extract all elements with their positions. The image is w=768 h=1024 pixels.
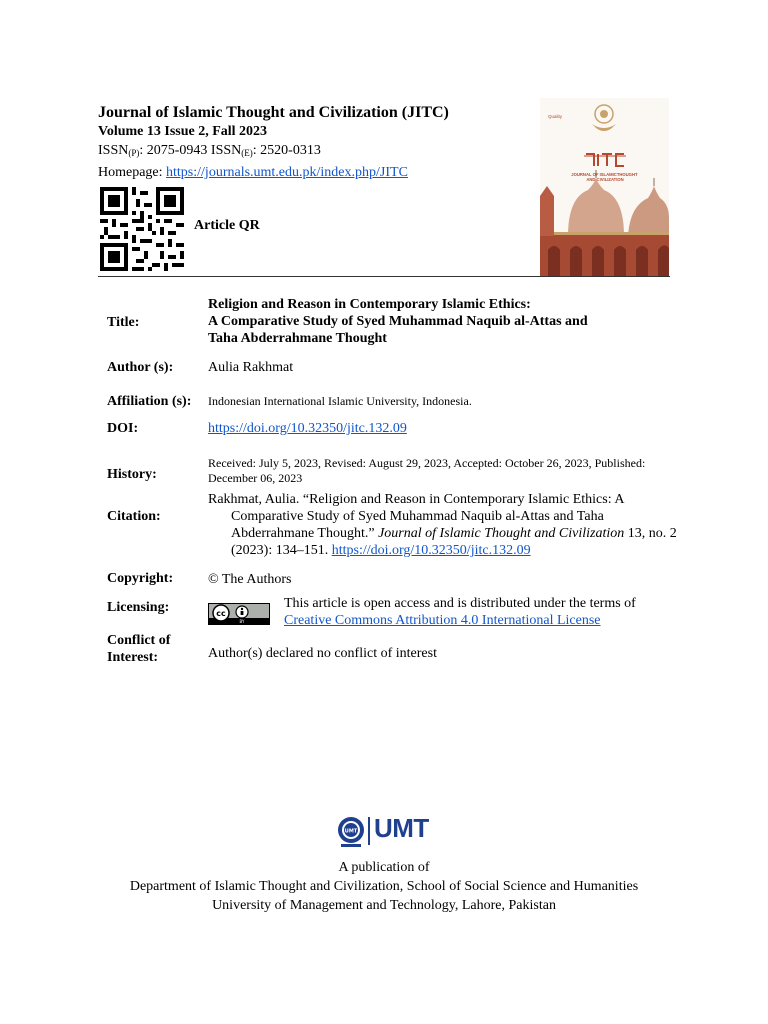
issn-print-label: ISSN: [98, 143, 129, 158]
umt-seal-icon: [336, 815, 366, 849]
homepage-label: Homepage:: [98, 165, 167, 180]
issn-print-sub: (P): [128, 148, 140, 158]
homepage-line: [98, 163, 538, 182]
history-value: Received: July 5, 2023, Revised: August 29, 2023, Accepted: October 26, 2023, Published: December 06, 2023: [208, 456, 646, 485]
issn-electronic-value: : 2520-0313: [252, 143, 321, 158]
copyright-value: © The Authors: [208, 572, 292, 587]
publication-footer: [0, 858, 768, 915]
history-label: History:: [107, 467, 157, 482]
licensing-text: This article is open access and is distributed under the terms of: [284, 596, 636, 611]
copyright-label: Copyright:: [107, 571, 174, 586]
doi-value: [208, 420, 668, 437]
homepage-link[interactable]: https://journals.umt.edu.pk/index.php/JITC: [166, 165, 408, 180]
umt-logo: [336, 815, 436, 851]
issn-electronic-sub: (E): [241, 148, 253, 158]
title-label: Title:: [107, 315, 140, 330]
journal-title: Journal of Islamic Thought and Civilization (JITC): [98, 104, 449, 121]
publisher-department: Department of Islamic Thought and Civilization, School of Social Science and Humanities: [129, 879, 639, 894]
licensing-text-block: [284, 595, 664, 629]
svg-text:BY: BY: [239, 619, 245, 624]
article-title: [208, 296, 668, 347]
conflict-value: Author(s) declared no conflict of interest: [208, 646, 437, 661]
header-divider: [98, 276, 670, 277]
doi-link[interactable]: https://doi.org/10.32350/jitc.132.09: [208, 421, 407, 436]
issn-print-value: : 2075-0943: [139, 143, 208, 158]
journal-cover-image: [540, 98, 669, 276]
cc-by-license-icon[interactable]: [208, 603, 270, 625]
issn-electronic-label: ISSN: [207, 143, 242, 158]
publisher-university: University of Management and Technology, Lahore, Pakistan: [212, 898, 556, 913]
article-qr-code[interactable]: [100, 187, 184, 271]
cover-title-text: JOURNAL OF ISLAMICTHOUGHT AND CIVILIZATION: [571, 172, 638, 182]
citation-value: [208, 491, 686, 559]
citation-doi-link[interactable]: https://doi.org/10.32350/jitc.132.09: [331, 543, 531, 558]
cc-license-link[interactable]: Creative Commons Attribution 4.0 International License: [284, 613, 601, 628]
licensing-row: [107, 596, 667, 631]
svg-text:UMT: UMT: [344, 828, 358, 835]
journal-header: [98, 103, 538, 182]
svg-text:cc: cc: [216, 609, 226, 618]
citation-label: Citation:: [107, 509, 161, 524]
conflict-label: [107, 632, 170, 666]
affiliation-label: Affiliation (s):: [107, 394, 192, 409]
issn-line: [98, 141, 538, 163]
citation-text: Rakhmat, Aulia. “Religion and Reason in Contemporary Islamic Ethics: A Comparative Study of Syed Muhammad Naquib al-Attas and Taha Abderrahmane Thought.”: [208, 492, 624, 541]
publication-of: A publication of: [338, 860, 430, 875]
doi-label: DOI:: [107, 421, 139, 436]
volume-issue: Volume 13 Issue 2, Fall 2023: [98, 124, 268, 139]
article-title-line: Taha Abderrahmane Thought: [208, 331, 387, 346]
article-title-line: Religion and Reason in Contemporary Islamic Ethics:: [208, 297, 531, 312]
author-label: Author (s):: [107, 360, 174, 375]
umt-logo-text: UMT: [374, 813, 429, 843]
article-qr-label: Article QR: [194, 218, 260, 233]
cover-brand-text: Quality: [548, 114, 563, 119]
conflict-label-line: Conflict of: [107, 633, 171, 648]
affiliation-value: Indonesian International Islamic University, Indonesia.: [208, 394, 472, 408]
licensing-label: Licensing:: [107, 600, 170, 615]
author-value: Aulia Rakhmat: [208, 360, 294, 375]
conflict-label-line: Interest:: [107, 650, 159, 665]
logo-divider: [368, 817, 370, 845]
citation-text-end: 13, no. 2 (2023): 134–151.: [231, 526, 677, 558]
citation-journal: Journal of Islamic Thought and Civilization: [378, 526, 625, 541]
article-title-line: A Comparative Study of Syed Muhammad Naquib al-Attas and: [208, 314, 588, 329]
